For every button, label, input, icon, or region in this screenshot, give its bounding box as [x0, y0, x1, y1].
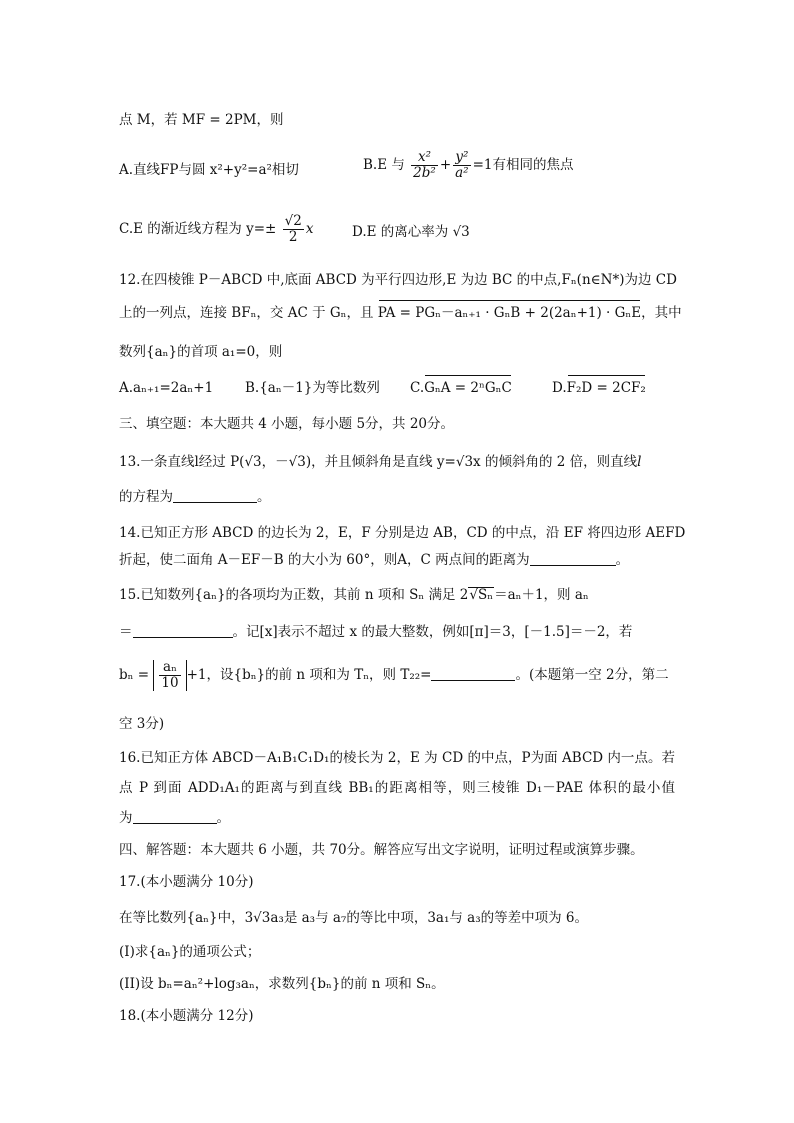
q17-stem: [119, 908, 588, 928]
sqrt-3: √3: [452, 224, 470, 240]
sqrt-sn: √Sₙ: [469, 587, 494, 603]
q12-option-c-expr: GₙA = 2ⁿGₙC: [424, 380, 512, 396]
q12-option-d-label: D.: [552, 380, 567, 396]
q13-text-d: x 的倾斜角的 2 倍，则直线: [473, 454, 638, 470]
q15-line-4: 空 3分): [119, 716, 165, 732]
q13-text-a: 13.一条直线l经过 P(: [119, 454, 245, 470]
fraction-an-over-10: [159, 660, 180, 691]
answer-blank[interactable]: [530, 552, 616, 566]
q15-bn-label: bₙ =: [119, 667, 150, 683]
q15-line-3-tail: 。(本题第一空 2分，第二: [515, 667, 669, 683]
section-4-heading: 四、解答题：本大题共 6 小题，共 70分。解答应写出文字说明，证明过程或演算步骤。: [119, 842, 644, 858]
q11-option-d-label: D.E 的离心率为: [352, 224, 449, 240]
fraction-numerator: √2: [284, 213, 302, 229]
q11-option-a: A.直线FP与圆 x²+y²=a²相切: [119, 162, 299, 178]
answer-blank[interactable]: [133, 810, 217, 824]
fraction-denominator: 2b²: [413, 165, 436, 181]
answer-blank[interactable]: [431, 667, 515, 681]
q15-line-1: [119, 585, 589, 605]
q14-line-2-text: 折起，使二面角 A－EF－B 的大小为 60°，则A，C 两点间的距离为: [119, 552, 530, 568]
floor-bracket: [153, 660, 186, 691]
q14-line-1: 14.已知正方形 ABCD 的边长为 2，E，F 分别是边 AB，CD 的中点，沿 EF 将四边形 AEFD: [119, 525, 686, 541]
q12-option-b: B.{aₙ－1}为等比数列: [245, 380, 380, 396]
fraction-numerator: x²: [411, 150, 438, 166]
q17-stem-tail: a₃是 a₃与 a₇的等比中项，3a₁与 a₃的等差中项为 6。: [270, 910, 589, 926]
q17-part-2: (II)设 bₙ=aₙ²+log₃aₙ，求数列{bₙ}的前 n 项和 Sₙ。: [119, 976, 445, 992]
q13-line-2-text: 的方程为: [119, 489, 173, 505]
q15-text-b: ＝aₙ＋1，则 aₙ: [494, 587, 589, 603]
q17-heading: 17.(本小题满分 10分): [119, 874, 254, 890]
q15-line-3-text: +1，设{bₙ}的前 n 项和为 Tₙ，则 T₂₂=: [186, 667, 432, 683]
fraction-denominator: 2: [288, 229, 298, 245]
q13-text-c: )，并且倾斜角是直线 y=: [305, 454, 456, 470]
answer-blank[interactable]: [133, 624, 233, 638]
q17-part-1: (I)求{aₙ}的通项公式；: [119, 944, 261, 960]
answer-blank[interactable]: [173, 489, 257, 503]
q12-option-c: [410, 378, 512, 398]
sqrt-3: √3: [288, 454, 306, 470]
plus-sign: +: [439, 157, 452, 173]
fraction-sqrt2-over-2: [283, 214, 304, 245]
q15-line-2: [119, 622, 632, 642]
variable-l: l: [637, 454, 642, 470]
q18-heading: 18.(本小题满分 12分): [119, 1008, 254, 1024]
fraction-numerator: aₙ: [159, 660, 180, 676]
fraction-denominator: a²: [455, 165, 469, 181]
q11-option-c: [119, 214, 313, 245]
q16-line-3-text: 为: [119, 810, 133, 826]
q11-option-b: [363, 150, 574, 181]
fraction-numerator: y²: [453, 150, 470, 166]
q15-line-2-text: ＝: [119, 624, 133, 640]
fraction-y2-a2: [453, 150, 470, 181]
variable-x: x: [305, 221, 314, 237]
q13-line-2: [119, 487, 271, 507]
q12-line-3: 数列{aₙ}的首项 a₁=0，则: [119, 344, 283, 360]
q11-option-b-label: B.E 与: [363, 157, 405, 173]
period: 。: [615, 552, 630, 568]
q17-stem-text: 在等比数列{aₙ}中，3: [119, 910, 254, 926]
q12-line-2-text: 上的一列点，连接 BFₙ，交 AC 于 Gₙ，且: [119, 305, 374, 321]
q11-stem-tail: 点 M，若 MF = 2PM，则: [119, 112, 284, 128]
section-3-heading: 三、填空题：本大题共 4 小题，每小题 5分，共 20分。: [119, 416, 455, 432]
q15-line-3: [119, 660, 669, 691]
q11-option-c-label: C.E 的渐近线方程为 y=±: [119, 221, 277, 237]
q16-line-1: 16.已知正方体 ABCD－A₁B₁C₁D₁的棱长为 2，E 为 CD 的中点，P为面 ABCD 内一点。若: [119, 750, 675, 766]
sqrt-3: √3: [455, 454, 474, 470]
q12-line-2: [119, 303, 682, 323]
q12-option-d-expr: F₂D = 2CF₂: [566, 380, 646, 396]
q13-line-1: [119, 452, 641, 472]
q13-text-b: ，－: [261, 454, 289, 470]
q12-line-1: 12.在四棱锥 P－ABCD 中,底面 ABCD 为平行四边形,E 为边 BC 的中点,Fₙ(n∈N*)为边 CD: [119, 272, 677, 288]
q16-line-3: [119, 808, 230, 828]
sqrt-3: √3: [253, 910, 271, 926]
q12-option-a: A.aₙ₊₁=2aₙ+1: [119, 380, 214, 396]
q11-option-b-tail: =1有相同的焦点: [472, 157, 574, 173]
q12-vector-equation: PA = PGₙ－aₙ₊₁ · GₙB + 2(2aₙ+1) · GₙE: [377, 305, 642, 321]
period: 。: [257, 489, 271, 505]
sqrt-3: √3: [244, 454, 262, 470]
q12-options: [119, 378, 213, 398]
q12-option-d: [552, 378, 646, 398]
q12-line-2-tail: ，其中: [641, 305, 682, 321]
q16-line-2: 点 P 到面 ADD₁A₁的距离与到直线 BB₁的距离相等，则三棱锥 D₁－PAE 体积的最小值: [119, 780, 675, 796]
q15-text-a: 15.已知数列{aₙ}的各项均为正数，其前 n 项和 Sₙ 满足 2: [119, 587, 469, 603]
q11-option-d: [352, 222, 470, 242]
q12-option-c-label: C.: [410, 380, 425, 396]
q15-line-2-tail: 。记[x]表示不超过 x 的最大整数，例如[π]＝3，[－1.5]＝－2，若: [232, 624, 633, 640]
fraction-denominator: 10: [161, 675, 179, 691]
period: 。: [216, 810, 230, 826]
q14-line-2: [119, 550, 629, 570]
fraction-x2-2b2: [411, 150, 438, 181]
